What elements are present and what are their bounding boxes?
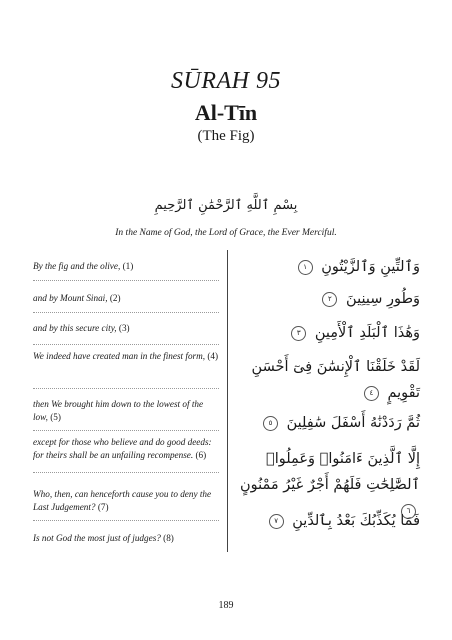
arabic-verse-3: وَهَٰذَا ٱلْبَلَدِ ٱلْأَمِينِ ٣: [232, 320, 420, 346]
basmala-english: In the Name of God, the Lord of Grace, the Ever Merciful.: [115, 228, 337, 238]
english-verse-3: and by this secure city, (3): [33, 323, 130, 333]
verse-number: (3): [118, 323, 130, 333]
row-separator: [33, 472, 219, 473]
verse-number: (5): [50, 412, 61, 422]
surah-name: Al-Tīn: [194, 100, 258, 125]
english-verse-1: By the fig and the olive, (1): [33, 261, 134, 271]
arabic-verse-4: لَقَدْ خَلَقْنَا ٱلْإِنسَٰنَ فِىٓ أَحْسَنِ تَقْوِيمٍ ٤: [251, 359, 420, 401]
column-divider: [227, 250, 228, 552]
english-verse-7: Who, then, can henceforth cause you to deny the Last Judgement? (7): [33, 489, 212, 512]
basmala-arabic: بِسْمِ ٱللَّهِ ٱلرَّحْمَٰنِ ٱلرَّحِيمِ: [154, 198, 298, 213]
ayah-marker: ٤: [364, 386, 379, 401]
english-verse-6: except for those who believe and do good deeds: for theirs shall be an unfailing recompense. (6): [33, 437, 212, 460]
arabic-verse-5: ثُمَّ رَدَدْنَٰهُ أَسْفَلَ سَٰفِلِينَ ٥: [232, 410, 420, 436]
arabic-verse-7: فَمَا يُكَذِّبُكَ بَعْدُ بِٱلدِّينِ ٧: [232, 508, 420, 534]
verse-number: (4): [207, 351, 219, 361]
row-separator: [33, 280, 219, 281]
row-separator: [33, 344, 219, 345]
row-separator: [33, 430, 219, 431]
english-verse-5: then We brought him down to the lowest of the low, (5): [33, 399, 204, 422]
row-separator: [33, 388, 219, 389]
surah-meaning: (The Fig): [197, 128, 255, 144]
verse-number: (6): [195, 450, 207, 460]
ayah-marker: ٧: [269, 514, 284, 529]
verse-number: (1): [122, 261, 134, 271]
surah-title: SŪRAH 95: [171, 68, 281, 94]
page-number: 189: [218, 600, 234, 611]
english-verse-8: Is not God the most just of judges? (8): [33, 533, 174, 543]
ayah-marker: ٥: [263, 416, 278, 431]
verse-number: (7): [97, 502, 109, 512]
arabic-verse-2: وَطُورِ سِينِينَ ٢: [232, 286, 420, 312]
verse-number: (8): [163, 533, 174, 543]
english-verse-4: We indeed have created man in the finest form, (4): [33, 351, 219, 361]
ayah-marker: ٣: [291, 326, 306, 341]
row-separator: [33, 312, 219, 313]
arabic-verse-6: إِلَّا ٱلَّذِينَ ءَامَنُوا۟ وَعَمِلُوا۟ ٱلصَّٰلِحَٰتِ فَلَهُمْ أَجْرٌ غَيْرُ مَمْنُونٍ ٦: [232, 446, 420, 524]
verse-number: (2): [109, 293, 121, 303]
ayah-marker: ١: [298, 260, 313, 275]
ayah-marker: ٢: [322, 292, 337, 307]
english-verse-2: and by Mount Sinai, (2): [33, 293, 121, 303]
row-separator: [33, 520, 219, 521]
ayah-marker: ٦: [401, 504, 416, 519]
arabic-verse-1: وَٱلتِّينِ وَٱلزَّيْتُونِ ١: [232, 254, 420, 280]
